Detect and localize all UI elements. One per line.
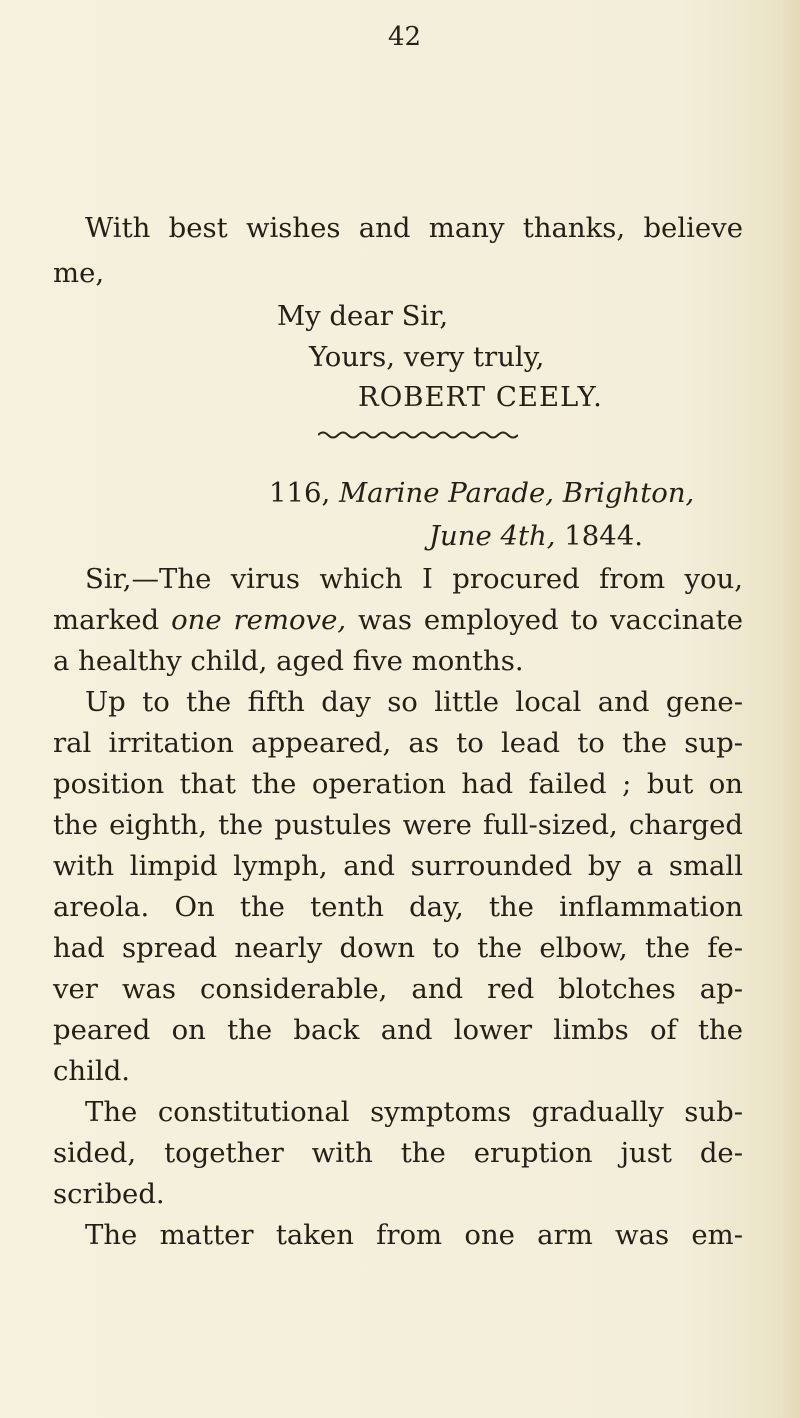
date-year: 1844.	[564, 520, 643, 552]
page-number: 42	[388, 22, 422, 52]
body-line-5: ral irritation appeared, as to lead to the sup-	[53, 727, 743, 759]
body-line-15: sided, together with the eruption just de-	[53, 1137, 743, 1169]
body-line-12: peared on the back and lower limbs of the	[53, 1014, 743, 1046]
address-line	[269, 477, 694, 509]
body-line-13: child.	[53, 1055, 131, 1087]
body-line-2: marked one remove, was employed to vaccinate	[53, 604, 743, 636]
closing-line-1: With best wishes and many thanks, believe	[85, 212, 743, 244]
body-line-4: Up to the fifth day so little local and gene-	[85, 686, 743, 718]
address-number: 116,	[269, 477, 331, 509]
date-line	[429, 520, 643, 552]
body-line-6: position that the operation had failed ; but on	[53, 768, 743, 800]
body-line-7: the eighth, the pustules were full-sized, charged	[53, 809, 743, 841]
sir-opening: Sir,—	[85, 563, 160, 595]
body-line-17: The matter taken from one arm was em-	[85, 1219, 743, 1251]
body-line-10: had spread nearly down to the elbow, the fe-	[53, 932, 743, 964]
body-line-16: scribed.	[53, 1178, 165, 1210]
closing-line-2: me,	[53, 257, 105, 289]
signature: ROBERT CEELY.	[358, 381, 603, 413]
date-month: June	[429, 520, 492, 552]
body-line-1: Sir,—The virus which I procured from you,	[85, 563, 743, 595]
valediction: Yours, very truly,	[309, 341, 545, 373]
body-line-14: The constitutional symptoms gradually sub-	[85, 1096, 743, 1128]
address-place: Marine Parade, Brighton,	[338, 477, 695, 509]
wavy-divider	[318, 430, 518, 440]
salutation: My dear Sir,	[277, 300, 449, 332]
body-line-11: ver was considerable, and red blotches ap-	[53, 973, 743, 1005]
body-line-8: with limpid lymph, and surrounded by a small	[53, 850, 743, 882]
body-line-9: areola. On the tenth day, the inflammation	[53, 891, 743, 923]
date-day: 4th,	[500, 520, 556, 552]
one-remove: one remove,	[171, 604, 347, 636]
body-line-3: a healthy child, aged five months.	[53, 645, 524, 677]
